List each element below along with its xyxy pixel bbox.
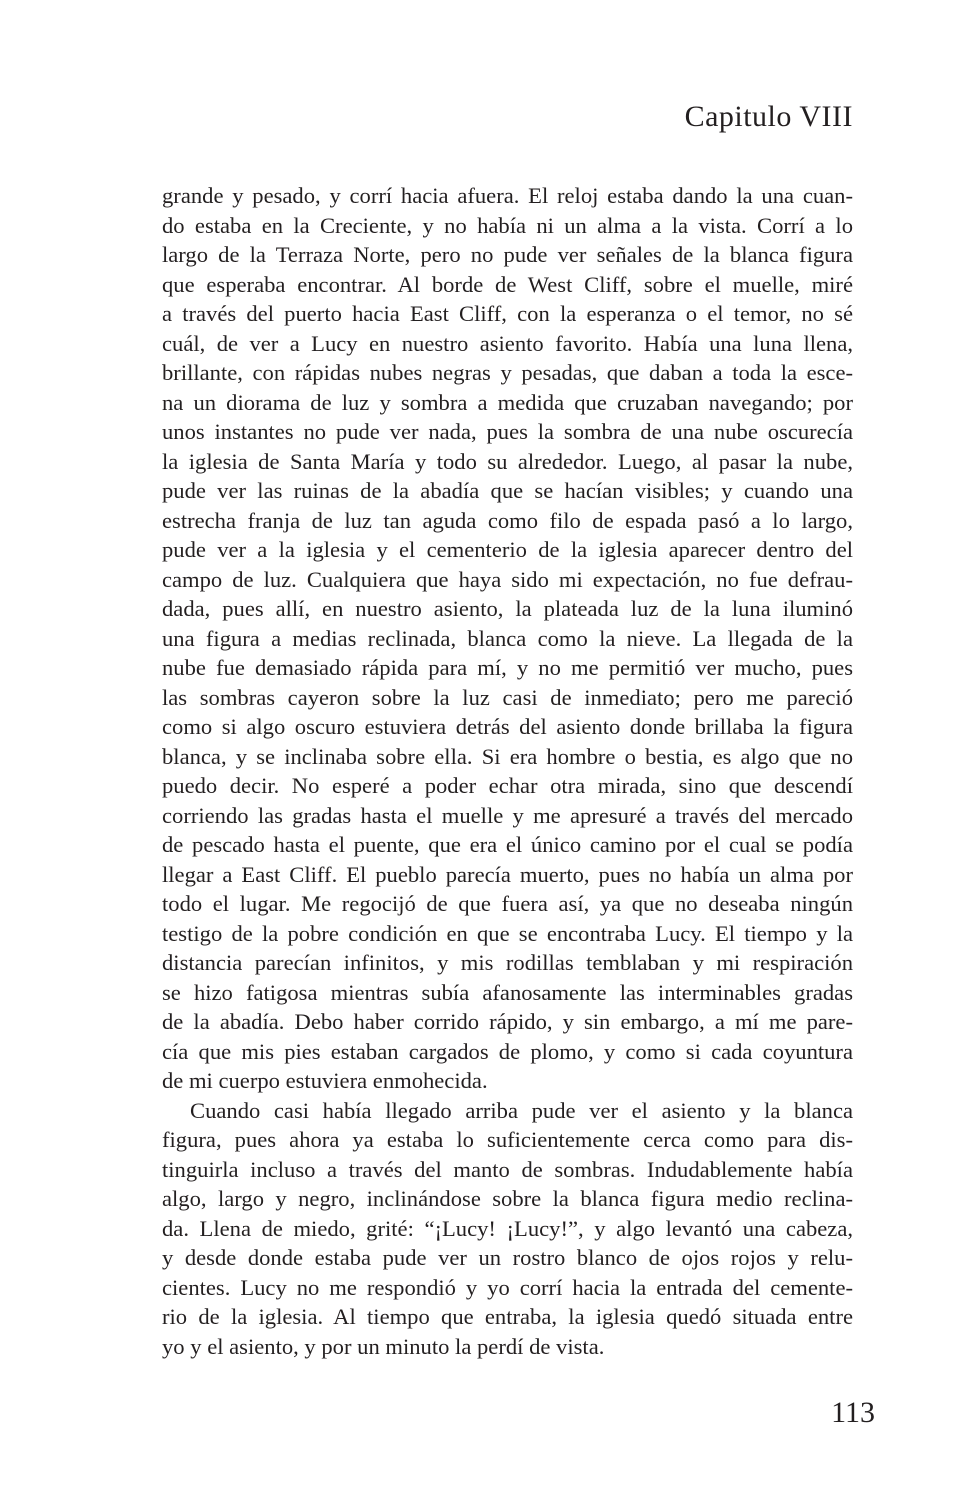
text-line: cía que mis pies estaban cargados de plomo, y como si cada coyuntura (162, 1038, 853, 1064)
text-line: se hizo fatigosa mientras subía afanosamente las interminables gradas (162, 979, 853, 1005)
page-number: 113 (831, 1396, 875, 1429)
text-line: largo de la Terraza Norte, pero no pude ver señales de la blanca figura (162, 242, 853, 267)
paragraph-1 (162, 181, 853, 1096)
text-line: a través del puerto hacia East Cliff, con la esperanza o el temor, no sé (162, 301, 853, 326)
text-line: unos instantes no pude ver nada, pues la sombra de una nube oscurecía (162, 419, 853, 444)
text-line: pude ver las ruinas de la abadía que se hacían visibles; y cuando una (162, 478, 853, 503)
text-line: grande y pesado, y corrí hacia afuera. El reloj estaba dando la una cuan- (162, 183, 853, 208)
text-line: na un diorama de luz y sombra a medida que cruzaban navegando; por (162, 389, 853, 415)
text-line: cuál, de ver a Lucy en nuestro asiento favorito. Había una luna llena, (162, 330, 853, 356)
text-line: que esperaba encontrar. Al borde de West Cliff, sobre el muelle, miré (162, 271, 853, 297)
text-line: distancia parecían infinitos, y mis rodillas temblaban y mi respiración (162, 950, 853, 975)
text-line: cientes. Lucy no me respondió y yo corrí hacia la entrada del cemente- (162, 1274, 853, 1300)
text-line: do estaba en la Creciente, y no había ni un alma a la vista. Corrí a lo (162, 212, 853, 238)
text-line: rio de la iglesia. Al tiempo que entraba, la iglesia quedó situada entre (162, 1304, 853, 1329)
text-line: llegar a East Cliff. El pueblo parecía muerto, pues no había un alma por (162, 861, 853, 887)
text-line: testigo de la pobre condición en que se encontraba Lucy. El tiempo y la (162, 920, 853, 946)
text-line: como si algo oscuro estuviera detrás del asiento donde brillaba la figura (162, 714, 853, 739)
text-line: dada, pues allí, en nuestro asiento, la plateada luz de la luna iluminó (162, 596, 853, 621)
text-line: corriendo las gradas hasta el muelle y me apresuré a través del mercado (162, 802, 853, 828)
text-line: algo, largo y negro, inclinándose sobre la blanca figura medio reclina- (162, 1186, 853, 1211)
text-line: estrecha franja de luz tan aguda como filo de espada pasó a lo largo, (162, 507, 853, 533)
text-line: campo de luz. Cualquiera que haya sido mi expectación, no fue defrau- (162, 566, 853, 592)
text-line: da. Llena de miedo, grité: “¡Lucy! ¡Lucy!”, y algo levantó una cabeza, (162, 1215, 853, 1241)
text-line: de pescado hasta el puente, que era el único camino por el cual se podía (162, 832, 853, 857)
paragraph-2 (162, 1096, 853, 1362)
text-line: las sombras cayeron sobre la luz casi de inmediato; pero me pareció (162, 684, 853, 710)
text-line: tinguirla incluso a través del manto de sombras. Indudablemente había (162, 1156, 853, 1182)
body-text (162, 181, 853, 1361)
text-line: y desde donde estaba pude ver un rostro blanco de ojos rojos y relu- (162, 1245, 853, 1270)
text-line: yo y el asiento, y por un minuto la perdí de vista. (162, 1333, 605, 1359)
text-line: todo el lugar. Me regocijó de que fuera así, ya que no deseaba ningún (162, 891, 853, 916)
text-line: nube fue demasiado rápida para mí, y no me permitió ver mucho, pues (162, 655, 853, 680)
text-line: figura, pues ahora ya estaba lo suficientemente cerca como para dis- (162, 1127, 853, 1152)
text-line: pude ver a la iglesia y el cementerio de la iglesia aparecer dentro del (162, 537, 853, 562)
text-line: la iglesia de Santa María y todo su alrededor. Luego, al pasar la nube, (162, 448, 853, 474)
text-line: de mi cuerpo estuviera enmohecida. (162, 1068, 488, 1093)
text-line: puedo decir. No esperé a poder echar otra mirada, sino que descendí (162, 773, 853, 798)
text-line: de la abadía. Debo haber corrido rápido, y sin embargo, a mí me pare- (162, 1009, 853, 1034)
chapter-header: Capitulo VIII (684, 100, 853, 133)
text-line: brillante, con rápidas nubes negras y pesadas, que daban a toda la esce- (162, 360, 853, 385)
text-line: blanca, y se inclinaba sobre ella. Si era hombre o bestia, es algo que no (162, 743, 853, 769)
text-line: una figura a medias reclinada, blanca como la nieve. La llegada de la (162, 625, 853, 651)
text-line: Cuando casi había llegado arriba pude ver el asiento y la blanca (190, 1097, 853, 1123)
